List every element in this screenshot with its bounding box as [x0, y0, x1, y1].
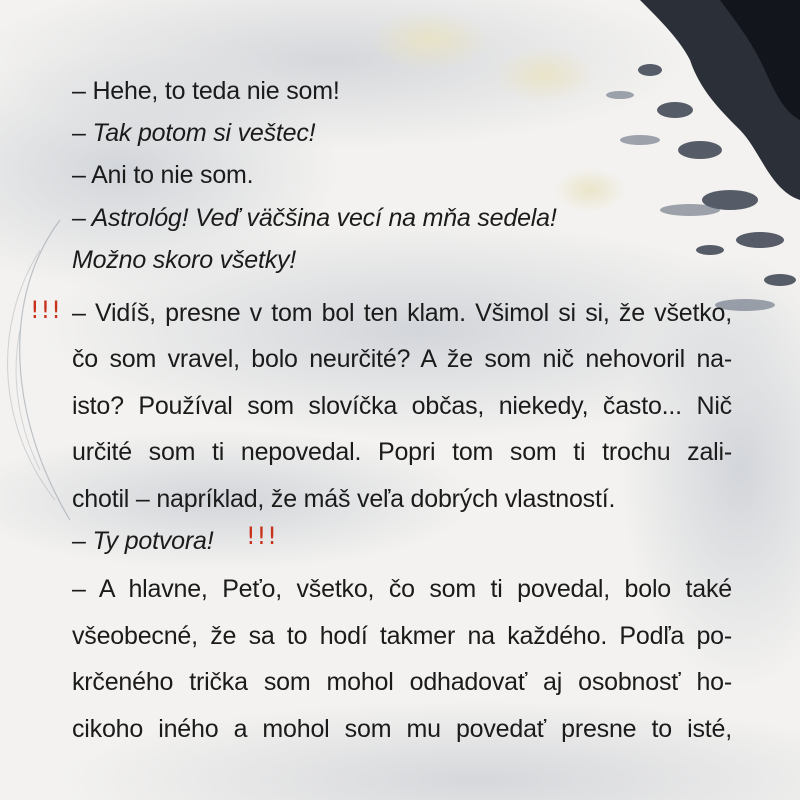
text-line: – Ani to nie som.	[72, 161, 254, 189]
text-line: – A hlavne, Peťo, všetko, čo som ti povedal, bolo také	[72, 575, 732, 603]
text-line: krčeného trička som mohol odhadovať aj osobnosť ho-	[72, 668, 732, 696]
text-line: čo som vravel, bolo neurčité? A že som nič nehovoril na-	[72, 345, 732, 373]
text-line: cikoho iného a mohol som mu povedať presne to isté,	[72, 715, 732, 743]
text-line: – Vidíš, presne v tom bol ten klam. Všimol si si, že všetko,	[72, 299, 732, 327]
text-line: – Hehe, to teda nie som!	[72, 77, 340, 105]
exclamation-mark-annotation: !!!	[246, 522, 278, 550]
text-line: všeobecné, že sa to hodí takmer na každého. Podľa po-	[72, 622, 732, 650]
exclamation-mark-annotation: !!!	[30, 296, 62, 324]
text-line: – Ty potvora!	[72, 527, 214, 555]
text-line: – Astrológ! Veď väčšina vecí na mňa sedela!	[72, 204, 557, 232]
text-line: Možno skoro všetky!	[72, 246, 297, 274]
text-line: určité som ti nepovedal. Popri tom som ti trochu zali-	[72, 438, 732, 466]
text-line: – Tak potom si veštec!	[72, 119, 316, 147]
text-line: isto? Používal som slovíčka občas, niekedy, často... Nič	[72, 392, 732, 420]
text-line: chotil – napríklad, že máš veľa dobrých vlastností.	[72, 485, 616, 513]
